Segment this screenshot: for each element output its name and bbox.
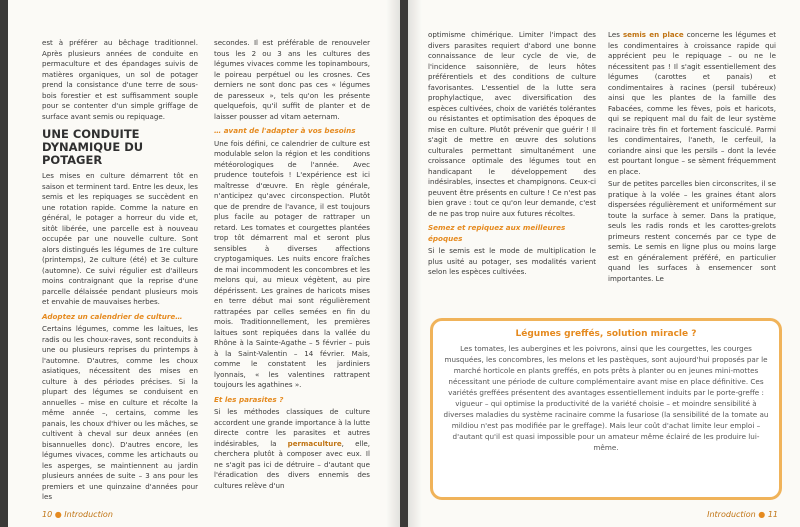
footer-separator-icon: ● bbox=[54, 510, 65, 519]
parasites-cont-paragraph: optimisme chimérique. Limiter l'impact des divers parasites requiert d'abord une bonne connaissance de leur cycle de vie, de l'incidence saisonnière, de leurs hôtes préférentiels et des conditions de culture favorisantes. L'essentiel de la lutte sera prophylactique, avec diversification des espèces cultivées, choix de variétés tolérantes ou résistantes et optimisation des époques de mise en culture. Plutôt prévenir que guérir ! Il s'agit de mettre en œuvre des solutions culturales permettant simultanément une croissance optimale des légumes tout en handicapant le développement des indésirables, insectes et champignons. Ceux-ci peuvent être présents en culture ! Ce n'est pas bien grave : tout ce qu'on leur demande, c'est de ne pas trop nuire aux futures récoltes. bbox=[428, 30, 596, 218]
right-column-2 bbox=[608, 30, 776, 286]
subheading-parasites: Et les parasites ? bbox=[214, 394, 284, 404]
page-number-right: 11 bbox=[767, 510, 778, 519]
gutter-shadow bbox=[408, 0, 422, 527]
subheading-calendar: Adoptez un calendrier de culture… bbox=[42, 311, 183, 321]
grafted-vegetables-box bbox=[430, 318, 782, 500]
perennial-paragraph: secondes. Il est préférable de renouveler tous les 2 ou 3 ans les cultures des légumes vivaces comme les topinambours, le poireau perpétuel ou les crosnes. Ces derniers ne sont donc pas ces « légumes de paresseux », tels qu'on les présente quelquefois, qu'il suffit de planter et de laisser pousser ad vitam aeternam. bbox=[214, 38, 370, 121]
page-number-left: 10 bbox=[42, 510, 53, 519]
sowing-paragraph: Si le semis est le mode de multiplication le plus usité au potager, ses modalités varient selon les espèces cultivées. bbox=[428, 246, 596, 276]
right-column-1 bbox=[428, 30, 596, 280]
intro-paragraph: est à préférer au bêchage traditionnel. Après plusieurs années de conduite en permaculture et des épandages suivis de matières organiques, un sol de potager prend la consistance d'une terre de sous-bois forestier et est suffisamment souple pour se contenter d'un simple griffage de surface avant semis ou repiquage. bbox=[42, 38, 198, 121]
box-title: Légumes greffés, solution miracle ? bbox=[515, 329, 697, 339]
gutter-shadow bbox=[386, 0, 400, 527]
calendar-paragraph: Certains légumes, comme les laitues, les radis ou les choux-raves, sont reconduits à une ou plusieurs reprises du printemps à l'automne. D'autres, comme les choux asiatiques, nécessitent des mises en culture à des périodes précises. Si la plupart des légumes se conduisent en annuelles – mise en culture et récolte la même année –, certains, comme les panais, les choux d'hiver ou les mâches, se cultivent à cheval sur deux années (en bisannuelles donc). D'autres encore, les légumes vivaces, comme les artichauts ou les asperges, se maintiennent au jardin plusieurs années de suite – 3 ans pour les premiers et une quinzaine d'années pour les bbox=[42, 324, 198, 501]
subheading-sowing: Semez et repiquez aux meilleures époques bbox=[428, 223, 566, 243]
footer-label-left: Introduction bbox=[64, 510, 113, 519]
box-body: Les tomates, les aubergines et les poivrons, ainsi que les courgettes, les courges musquées, les concombres, les melons et les pastèques, sont aujourd'hui proposés par le marché horticole en plants greffés, en pots prêts à planter ou en jeunes mini-mottes nécessitant une période de culture complémentaire avant mise en place définitive. Ces variétés greffées présentent des avantages essentiellement induits par le porte-greffe : vigueur – qui optimise la productivité de la variété choisie – et moindre sensibilité à diverses maladies du système racinaire comme la fusariose (la sensibilité de la tomate au mildiou n'est pas modifiée par le greffage). Mais leur coût d'achat limite leur emploi – d'autant qu'il est quasi impossible pour un amateur même éclairé de les produire lui-même. bbox=[443, 344, 769, 452]
section-paragraph: Les mises en culture démarrent tôt en saison et terminent tard. Entre les deux, les semis et les repiquages se succèdent en une rotation rapide. Comme la nature en général, le potager a horreur du vide et, sitôt libérée, une parcelle est à nouveau occupée par une nouvelle culture. Sont alors distingués les légumes de 1re culture (printemps), 2e culture (été) et 3e culture (automne). Ce suivi régulier est d'ailleurs moins contraignant que la reprise d'une parcelle délaissée pendant plusieurs mois et envahie de mauvaises herbes. bbox=[42, 171, 198, 306]
broadcast-paragraph: Sur de petites parcelles bien circonscrites, il se pratique à la volée – les graines étant alors dispersées régulièrement et uniformément sur toute la surface à semer. Dans la pratique, seuls les radis ronds et les carottes-grelots primeurs restent concernés par ce type de semis. Le semis en ligne plus ou moins large est en généralement préféré, en particulier quand les surfaces à ensemencer sont importantes. Le bbox=[608, 179, 776, 283]
right-page bbox=[408, 0, 800, 527]
left-column-1 bbox=[42, 38, 198, 505]
parasites-paragraph: Si les méthodes classiques de culture accordent une grande importance à la lutte directe contre les parasites et autres indésirables, la permaculture, elle, cherchera plutôt à composer avec eux. Il ne s'agit pas ici de détruire – d'autant que l'éradication des divers ennemis des cultures relève d'un bbox=[214, 407, 370, 490]
subheading-adapt: … avant de l'adapter à vos besoins bbox=[214, 126, 356, 135]
left-footer bbox=[42, 510, 113, 519]
semis-en-place-term: semis en place bbox=[622, 30, 684, 39]
adapt-paragraph: Une fois défini, ce calendrier de culture est modulable selon la région et les conditions météorologiques de l'année. Avec prudence toutefois ! L'expérience est ici maîtresse d'œuvre. En règle générale, n'anticipez qu'avec circonspection. Plutôt que de prendre de l'avance, il est toujours plus facile au potager de rattraper un retard. Les tomates et courgettes plantées trop tôt démarrent mal et seront plus sensibles à diverses affections cryptogamiques. Les nuits encore fraîches de mai incommodent les concombres et les melons qui, au mieux végètent, au pire dépérissent. Les graines de haricots mises en terre début mai sont régulièrement rattrapées par celles semées en fin du mois. Traditionnellement, les premières laitues sont repiquées dans la vallée du Rhône à la Sainte-Agathe – 5 février – puis à la Saint-Valentin – 14 février. Mais, comme le constatent les jardiniers lyonnais, « les valentines rattrapent toujours les agathines ». bbox=[214, 138, 370, 389]
right-footer bbox=[707, 510, 778, 519]
direct-sowing-paragraph: Les semis en place concerne les légumes et les condimentaires à croissance rapide qui apprécient peu le repiquage – ou ne le nécessitent pas ! Il s'agit essentiellement des légumes (carottes et panais) et condimentaires à racines (persil tubéreux) ainsi que les plantes de la famille des Fabacées, comme les fèves, pois et haricots, qui se repiquent mal du fait de leur système racinaire très fin et fortement fasciculé. Parmi les condimentaires, l'aneth, le cerfeuil, la coriandre ainsi que les persils – dont la levée est pourtant longue – se sèment fréquemment en place. bbox=[608, 30, 776, 176]
footer-label-right: Introduction bbox=[707, 510, 756, 519]
permaculture-term: permaculture bbox=[287, 438, 342, 448]
left-page bbox=[8, 0, 400, 527]
book-spread bbox=[8, 0, 800, 527]
footer-separator-icon: ● bbox=[758, 510, 768, 519]
left-column-2 bbox=[214, 38, 370, 493]
section-heading: UNE CONDUITE DYNAMIQUE DU POTAGER bbox=[42, 127, 144, 167]
